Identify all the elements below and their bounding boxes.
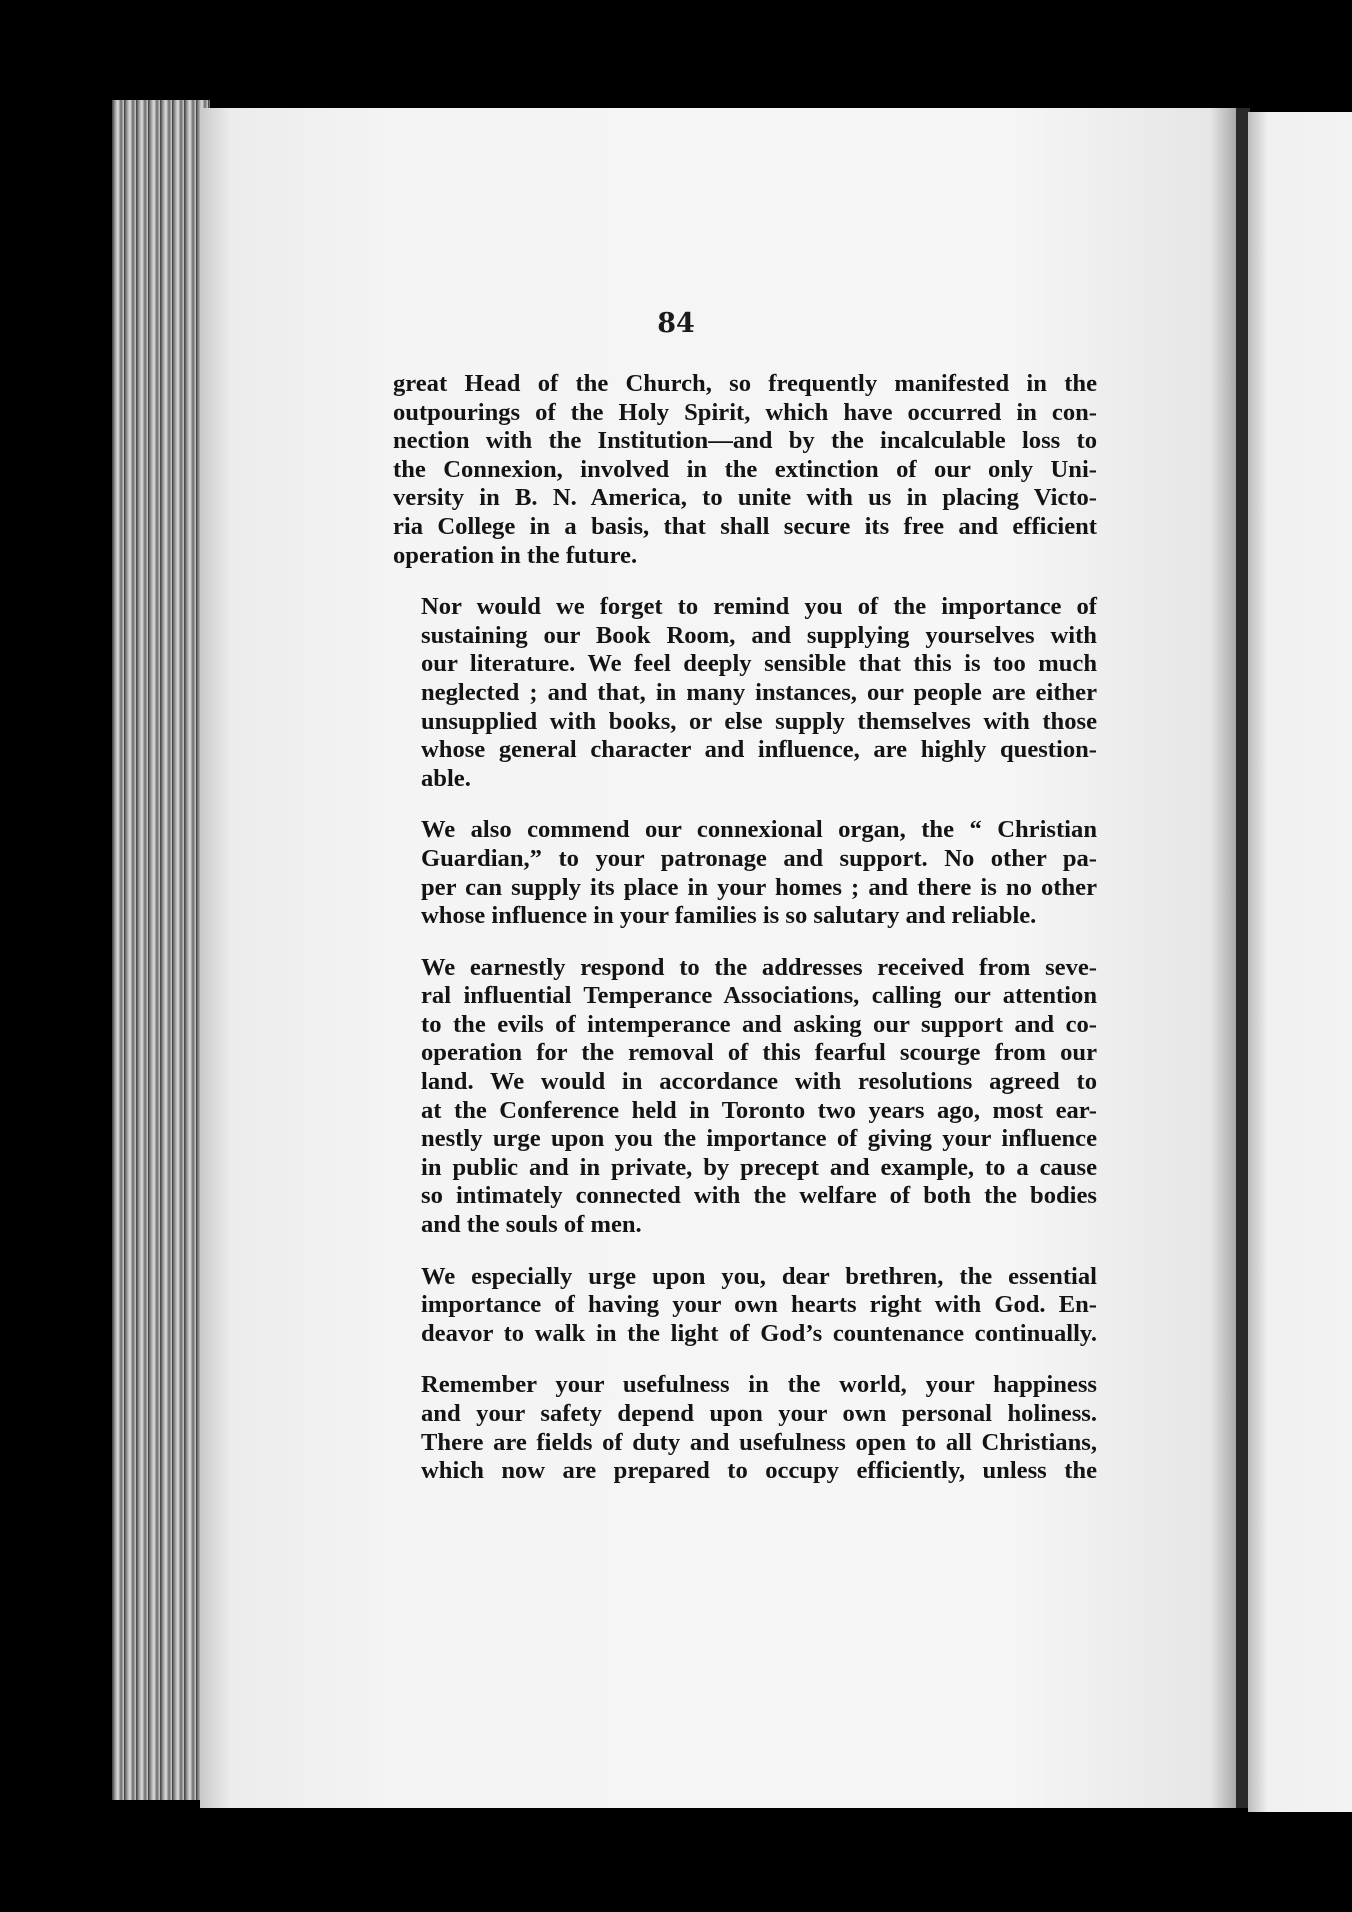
text-line: unsupplied with books, or else supply themselves with those <box>421 707 1097 735</box>
text-line: Remember your usefulness in the world, your happiness <box>421 1371 1097 1399</box>
text-line: We earnestly respond to the addresses received from seve- <box>421 953 1097 981</box>
text-line: per can supply its place in your homes ; and there is no other <box>421 873 1097 901</box>
text-line: whose influence in your families is so salutary and reliable. <box>421 902 1037 930</box>
page-number: 84 <box>657 308 695 339</box>
text-line: nestly urge upon you the importance of giving your influence <box>421 1125 1097 1153</box>
facing-page-edge <box>1248 112 1352 1812</box>
text-line: able. <box>421 764 471 792</box>
text-line: to the evils of intemperance and asking our support and co- <box>421 1010 1097 1038</box>
text-line: deavor to walk in the light of God’s countenance continually. <box>421 1319 1097 1347</box>
text-line: Nor would we forget to remind you of the importance of <box>421 593 1097 621</box>
text-line: and the souls of men. <box>421 1211 642 1239</box>
text-line: operation in the future. <box>393 541 638 569</box>
text-line: great Head of the Church, so frequently manifested in the <box>393 370 1097 397</box>
text-line: ria College in a basis, that shall secure its free and efficient <box>393 512 1097 540</box>
book-page-edges <box>112 100 210 1800</box>
text-line: and your safety depend upon your own personal holiness. <box>421 1400 1097 1427</box>
text-line: We also commend our connexional organ, the “ Christian <box>421 816 1097 844</box>
paragraph-4 <box>393 954 1097 1240</box>
text-line: sustaining our Book Room, and supplying yourselves with <box>421 621 1097 649</box>
text-line: nection with the Institution—and by the incalculable loss to <box>393 427 1097 455</box>
body-text <box>393 370 1097 1486</box>
text-line: our literature. We feel deeply sensible that this is too much <box>421 650 1097 678</box>
text-line: outpourings of the Holy Spirit, which have occurred in con- <box>393 398 1097 426</box>
text-line: which now are prepared to occupy efficiently, unless the <box>421 1457 1097 1485</box>
text-line: land. We would in accordance with resolutions agreed to <box>421 1068 1097 1096</box>
text-line: in public and in private, by precept and example, to a cause <box>421 1153 1097 1181</box>
text-line: We especially urge upon you, dear brethren, the essential <box>421 1262 1097 1290</box>
paragraph-3 <box>393 816 1097 930</box>
text-line: the Connexion, involved in the extinction of our only Uni- <box>393 455 1097 483</box>
text-line: Guardian,” to your patronage and support. No other pa- <box>421 844 1097 872</box>
paragraph-6 <box>393 1371 1097 1485</box>
paragraph-5 <box>393 1263 1097 1349</box>
text-line: There are fields of duty and usefulness open to all Christians, <box>421 1428 1097 1456</box>
text-line: whose general character and influence, are highly question- <box>421 736 1097 764</box>
text-line: at the Conference held in Toronto two years ago, most ear- <box>421 1096 1097 1124</box>
text-line: so intimately connected with the welfare of both the bodies <box>421 1182 1097 1210</box>
text-line: importance of having your own hearts right with God. En- <box>421 1291 1097 1319</box>
text-line: ral influential Temperance Associations, calling our attention <box>421 982 1097 1010</box>
text-line: operation for the removal of this fearful scourge from our <box>421 1039 1097 1067</box>
paragraph-1 <box>393 370 1097 570</box>
text-line: neglected ; and that, in many instances, our people are either <box>421 678 1097 706</box>
text-line: versity in B. N. America, to unite with us in placing Victo- <box>393 484 1097 512</box>
paragraph-2 <box>393 593 1097 793</box>
